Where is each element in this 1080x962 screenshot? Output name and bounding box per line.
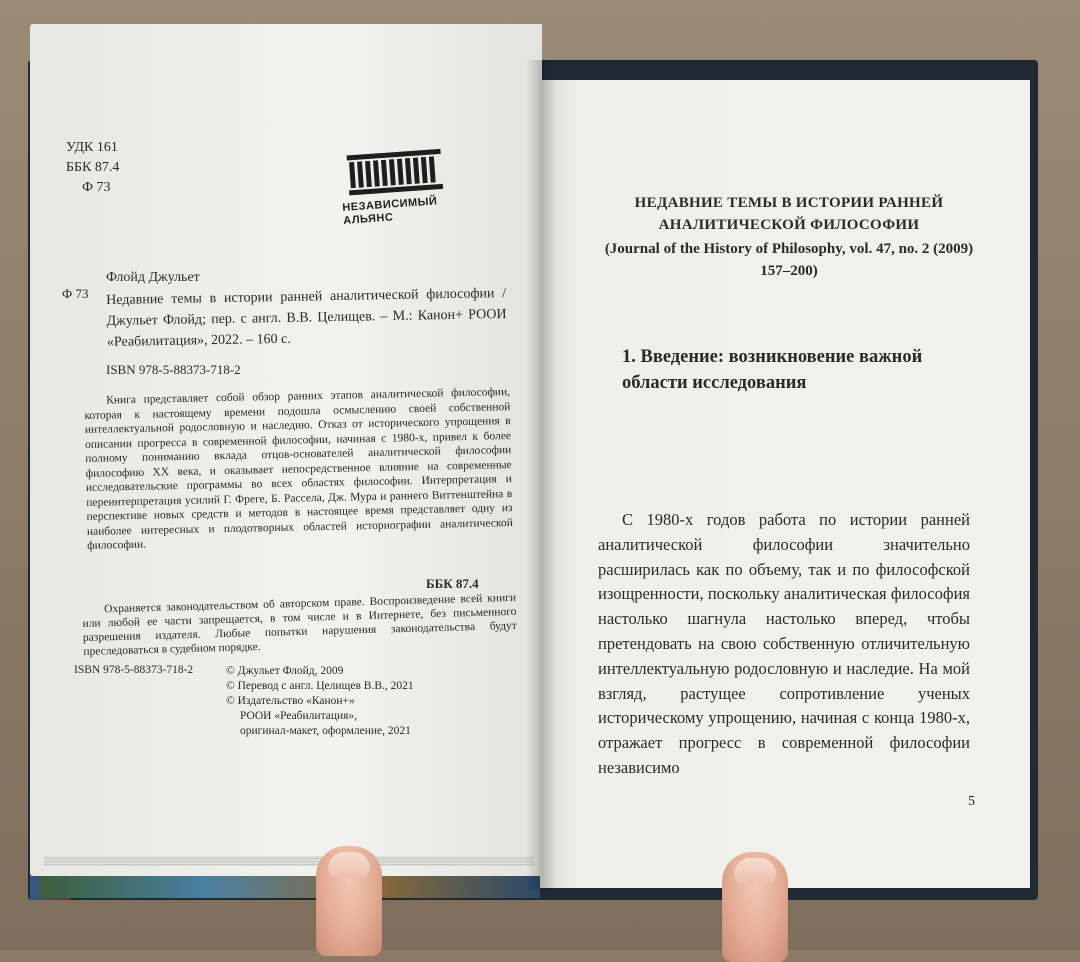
book-gutter-shadow: [526, 60, 556, 890]
publisher-logo: [342, 144, 452, 234]
body-text: С 1980-х годов работа по истории ранней аналитической философии значительно расширилась как по объему, так и по философской изощренности, поскольку аналитическая философия настолько шагнула настолько вперед, чтобы претендовать на свою собственную отличительную интеллектуальную родословную и наследие. На мой взгляд, растущее сопротивление ученых историческому упрощению, начиная с конца 1980-х, отражает прогресс в современной философии независимо: [598, 510, 970, 777]
section-heading: 1. Введение: возникновение важной области исследования: [622, 347, 923, 393]
left-thumb: [316, 846, 382, 956]
f73-line: Ф 73: [82, 180, 111, 195]
udk-block: [66, 138, 119, 198]
isbn-top: ISBN 978-5-88373-718-2: [106, 362, 241, 377]
logo-text-line: НЕЗАВИСИМЫЙ: [342, 195, 438, 214]
f73-side-index: Ф 73: [62, 286, 89, 301]
article-title: НЕДАВНИЕ ТЕМЫ В ИСТОРИИ РАННЕЙ АНАЛИТИЧЕСКОЙ ФИЛОСОФИИ: [634, 195, 944, 233]
copyright-line: © Джульет Флойд, 2009: [226, 665, 344, 677]
copyright-line: © Издательство «Канон+»: [226, 695, 355, 707]
logo-text: [342, 195, 439, 228]
bbk-line: ББК 87.4: [66, 160, 120, 175]
copyright-line: РООИ «Реабилитация»,: [240, 710, 358, 722]
bibliographic-description: Недавние темы в истории ранней аналитической философии / Джульет Флойд; пер. с англ. В.В. Целищев. – М.: Канон+ РООИ «Реабилитация», 2022. – 160 с.: [106, 286, 507, 350]
page-number: 5: [968, 794, 975, 809]
copyright-notice: Охраняется законодательством об авторском праве. Воспроизведение всей книги или любой ее части запрещается, в том числе и в Интернете, без письменного разрешения издателя. Любые попытки нарушения законодательства будут преследоваться в судебном порядке.: [82, 591, 517, 658]
copyright-line: оригинал-макет, оформление, 2021: [240, 725, 411, 737]
page-edges: [44, 856, 534, 866]
author-name: Флойд Джульет: [106, 270, 200, 285]
right-thumb: [722, 852, 788, 962]
thumbnail-nail: [734, 858, 776, 884]
article-source: (Journal of the History of Philosophy, vol. 47, no. 2 (2009) 157–200): [604, 241, 974, 279]
book-abstract: Книга представляет собой обзор ранних этапов аналитической философии, которая к настоящему времени подошла осмыслению своей собственной интеллектуальной родословную и наследию. Отказ от исторического упрощения в описании прогресса в современной философии, начиная с 1980-х, привел к более полному пониманию вклада отцов-основателей аналитической философии философию XX века, и оказывает непосредственное влияние на современные исследовательские программы во всех областях философии. Интерпретация и переинтерпретация усилий Г. Фреге, Б. Рассела, Дж. Мура и раннего Виттенштейна в перспективе новых средств и методов в настоящее время представляет одну из наиболее интересных и плодотворных областей историографии аналитической философии.: [84, 386, 513, 552]
copyright-line: © Перевод с англ. Целищев В.В., 2021: [226, 680, 414, 692]
logo-text-line: АЛЬЯНС: [342, 211, 394, 227]
copyright-list: [226, 664, 414, 739]
isbn-bottom: ISBN 978-5-88373-718-2: [74, 664, 194, 676]
udk-line: УДК 161: [66, 140, 118, 155]
bbk-bottom: ББК 87.4: [426, 576, 479, 591]
thumbnail-nail: [328, 852, 370, 878]
